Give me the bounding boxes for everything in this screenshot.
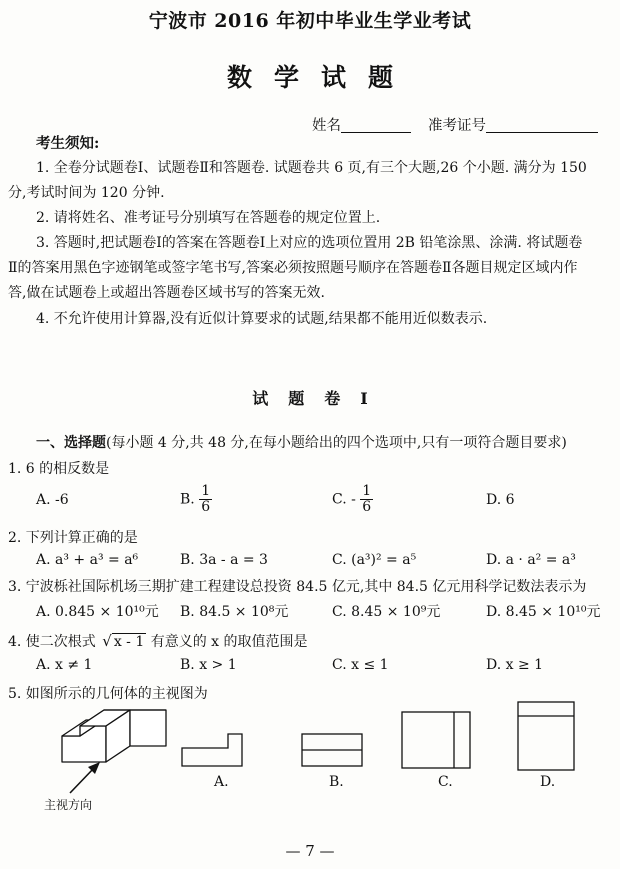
q2-option-a: A. a³ + a³ = a⁶ — [36, 552, 139, 568]
q4-stem-after: 有意义的 x 的取值范围是 — [150, 634, 308, 650]
q4-radical — [102, 632, 146, 650]
section-title: 试题卷Ⅰ — [252, 389, 388, 408]
q2-option-d: D. a · a² = a³ — [486, 552, 576, 568]
q4-stem — [8, 631, 308, 651]
view-direction-caption: 主视方向 — [44, 798, 93, 812]
q5-option-c-label: C. — [438, 774, 453, 790]
notice-item-2: 2. 请将姓名、准考证号分别填写在答题卷的规定位置上. — [36, 210, 381, 226]
q1-option-b — [180, 484, 212, 515]
notice-item-1-line-1: 1. 全卷分试题卷Ⅰ、试题卷Ⅱ和答题卷. 试题卷共 6 页,有三个大题,26 个小题. 满分为 150 — [36, 160, 587, 176]
q1-option-c-fraction — [360, 484, 373, 515]
q4-option-b: B. x > 1 — [180, 657, 237, 673]
solid-back-block — [130, 710, 166, 746]
name-field — [312, 114, 411, 135]
q1-option-d: D. 6 — [486, 492, 515, 508]
notice-item-3-line-1: 3. 答题时,把试题卷Ⅰ的答案在答题卷Ⅰ上对应的选项位置用 2B 铅笔涂黑、涂满. 将试题卷 — [36, 235, 583, 251]
q4-radicand: x - 1 — [113, 634, 145, 650]
q4-option-d: D. x ≥ 1 — [486, 657, 544, 673]
id-blank — [486, 117, 598, 133]
q1-option-c — [332, 484, 373, 515]
subject-title: 数学试题 — [226, 63, 415, 92]
id-field — [428, 114, 598, 135]
q1-option-c-label: C. - — [332, 491, 356, 508]
id-label: 准考证号 — [428, 118, 486, 134]
part-description: (每小题 4 分,共 48 分,在每小题给出的四个选项中,只有一项符合题目要求) — [106, 435, 567, 451]
name-label: 姓名 — [312, 118, 341, 134]
notice-item-1-line-2: 分,考试时间为 120 分钟. — [8, 185, 165, 201]
q5-option-b-label: B. — [329, 774, 344, 790]
q1-stem: 1. 6 的相反数是 — [8, 461, 110, 477]
q5-option-a-label: A. — [214, 774, 229, 790]
part-heading — [36, 432, 567, 452]
q5-option-d-figure — [516, 700, 576, 772]
q5-option-b-figure — [300, 732, 364, 768]
notice-item-3-line-2: Ⅱ的答案用黑色字迹钢笔或签字笔书写,答案必须按照题号顺序在答题卷Ⅱ各题目规定区域内作 — [8, 260, 578, 276]
q2-option-c: C. (a³)² = a⁵ — [332, 552, 417, 568]
q5-option-c-figure — [400, 710, 472, 770]
q1-option-c-denominator: 6 — [362, 499, 372, 515]
q5-stem: 5. 如图所示的几何体的主视图为 — [8, 686, 208, 702]
q3-option-b: B. 84.5 × 10⁸元 — [180, 604, 289, 620]
page-number: — 7 — — [285, 842, 335, 860]
name-blank — [341, 117, 411, 133]
q1-option-a: A. -6 — [36, 492, 69, 508]
q5-option-d-label: D. — [540, 774, 556, 790]
q5-option-a-figure — [180, 732, 244, 770]
view-direction-arrow-icon — [66, 760, 106, 796]
q4-option-c: C. x ≤ 1 — [332, 657, 389, 673]
exam-title: 宁波市 2016 年初中毕业生学业考试 — [148, 10, 472, 32]
q1-option-b-label: B. — [180, 491, 195, 508]
q3-option-a: A. 0.845 × 10¹⁰元 — [36, 604, 159, 620]
q3-stem: 3. 宁波栎社国际机场三期扩建工程建设总投资 84.5 亿元,其中 84.5 亿元用科学记数法表示为 — [8, 579, 587, 595]
q1-option-b-denominator: 6 — [201, 499, 211, 515]
q4-stem-before: 4. 使二次根式 — [8, 634, 96, 650]
q1-option-b-numerator: 1 — [201, 483, 211, 499]
notice-item-4: 4. 不允许使用计算器,没有近似计算要求的试题,结果都不能用近似数表示. — [36, 311, 488, 327]
q5-solid-figure — [58, 706, 170, 764]
q4-option-a: A. x ≠ 1 — [36, 657, 93, 673]
q2-stem: 2. 下列计算正确的是 — [8, 530, 138, 546]
q1-option-c-numerator: 1 — [362, 483, 372, 499]
notice-item-3-line-3: 答,做在试题卷上或超出答题卷区域书写的答案无效. — [8, 285, 325, 301]
q3-option-d: D. 8.45 × 10¹⁰元 — [486, 604, 601, 620]
q1-option-b-fraction — [199, 484, 212, 515]
part-label: 一、选择题 — [36, 435, 106, 451]
q3-option-c: C. 8.45 × 10⁹元 — [332, 604, 441, 620]
radical-sign-icon: √ — [102, 632, 112, 650]
notice-heading: 考生须知: — [36, 135, 100, 152]
q2-option-b: B. 3a - a = 3 — [180, 552, 268, 568]
